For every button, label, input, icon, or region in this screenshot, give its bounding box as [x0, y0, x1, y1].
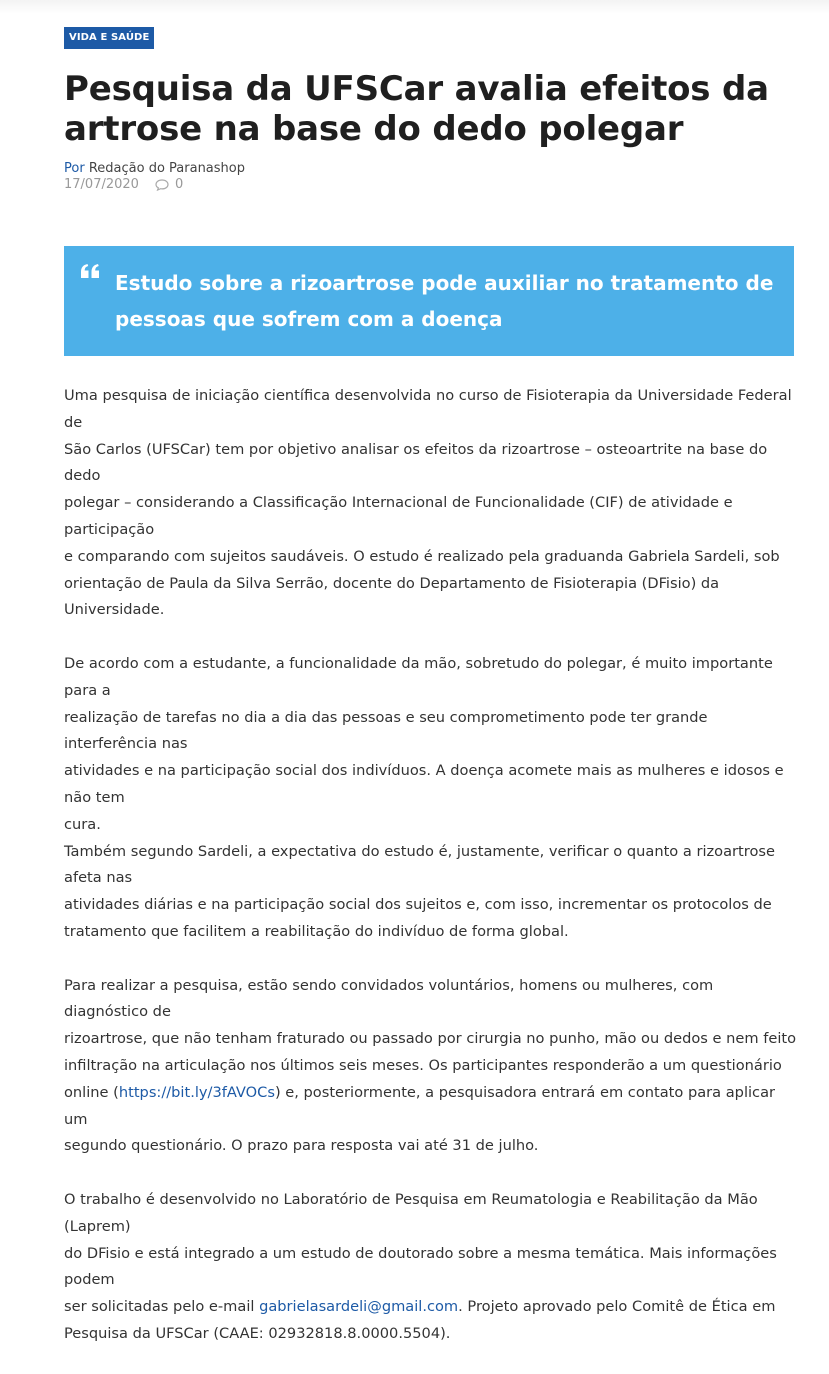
text-line: online (	[64, 1083, 119, 1101]
article-header	[64, 25, 794, 193]
title-line-1: Pesquisa da UFSCar avalia efeitos da	[64, 69, 769, 109]
title-line-2: artrose na base do dedo polegar	[64, 109, 684, 149]
byline-prefix: Por	[64, 161, 85, 176]
text-line: Pesquisa da UFSCar (CAAE: 02932818.8.0000.5504).	[64, 1324, 451, 1342]
pullquote-text	[115, 265, 775, 337]
text-line: do DFisio e está integrado a um estudo de doutorado sobre a mesma temática. Mais informações podem	[64, 1244, 777, 1289]
pullquote-line-1: Estudo sobre a rizoartrose pode auxiliar no tratamento de	[115, 271, 774, 295]
text-line: realização de tarefas no dia a dia das pessoas e seu comprometimento pode ter grande interferência nas	[64, 708, 708, 753]
article-body	[64, 383, 799, 1374]
text-line: Para realizar a pesquisa, estão sendo convidados voluntários, homens ou mulheres, com diagnóstico de	[64, 976, 714, 1021]
paragraph-1	[64, 383, 799, 624]
text-line: ser solicitadas pelo e-mail	[64, 1298, 260, 1316]
text-line: segundo questionário. O prazo para resposta vai até 31 de julho.	[64, 1137, 539, 1155]
post-meta	[64, 177, 794, 193]
comment-count[interactable]: 0	[174, 177, 184, 192]
text-line: Uma pesquisa de iniciação científica desenvolvida no curso de Fisioterapia da Universidade Federal de	[64, 387, 792, 431]
text-line: O trabalho é desenvolvido no Laboratório de Pesquisa em Reumatologia e Reabilitação da Mão (Laprem)	[64, 1190, 758, 1235]
byline	[64, 161, 794, 177]
text-line: São Carlos (UFSCar) tem por objetivo analisar os efeitos da rizoartrose – osteoartrite na base do dedo	[64, 440, 768, 485]
pullquote	[64, 246, 794, 356]
paragraph-2	[64, 651, 799, 839]
text-line: cura.	[64, 815, 101, 833]
text-line: . Projeto aprovado pelo Comitê de Ética em	[458, 1298, 776, 1316]
paragraph-3	[64, 839, 799, 946]
text-line: rizoartrose, que não tenham fraturado ou passado por cirurgia no punho, mão ou dedos e nem feito	[64, 1030, 797, 1048]
survey-link[interactable]: https://bit.ly/3fAVOCs	[118, 1083, 275, 1101]
paragraph-4	[64, 973, 799, 1161]
quote-icon	[80, 263, 100, 279]
author-link[interactable]: Redação do Paranashop	[88, 161, 245, 176]
text-line: orientação de Paula da Silva Serrão, docente do Departamento de Fisioterapia (DFisio) da Universidade.	[64, 574, 720, 619]
email-link[interactable]: gabrielasardeli@gmail.com	[259, 1298, 459, 1316]
text-line: infiltração na articulação nos últimos seis meses. Os participantes responderão a um questionário	[64, 1056, 782, 1074]
text-line: De acordo com a estudante, a funcionalidade da mão, sobretudo do polegar, é muito importante para a	[64, 654, 773, 699]
text-line: atividades e na participação social dos indivíduos. A doença acomete mais as mulheres e idosos e não tem	[64, 762, 784, 806]
article-title	[64, 69, 794, 149]
text-line: Também segundo Sardeli, a expectativa do estudo é, justamente, verificar o quanto a rizoartrose afeta nas	[64, 842, 775, 887]
top-shade	[0, 0, 829, 14]
category-badge[interactable]: VIDA E SAÚDE	[64, 27, 154, 49]
post-date: 17/07/2020	[64, 177, 139, 192]
comment-icon[interactable]	[155, 179, 169, 191]
text-line: tratamento que facilitem a reabilitação do indivíduo de forma global.	[64, 922, 569, 940]
text-line: polegar – considerando a Classificação Internacional de Funcionalidade (CIF) de atividade e participação	[64, 494, 733, 538]
paragraph-5	[64, 1187, 799, 1348]
text-line: ) e, posteriormente, a pesquisadora entrará em contato para aplicar um	[64, 1083, 776, 1128]
text-line: e comparando com sujeitos saudáveis. O estudo é realizado pela graduanda Gabriela Sardeli, sob	[64, 547, 780, 565]
pullquote-line-2: pessoas que sofrem com a doença	[115, 307, 503, 331]
text-line: atividades diárias e na participação social dos sujeitos e, com isso, incrementar os protocolos de	[64, 896, 772, 914]
